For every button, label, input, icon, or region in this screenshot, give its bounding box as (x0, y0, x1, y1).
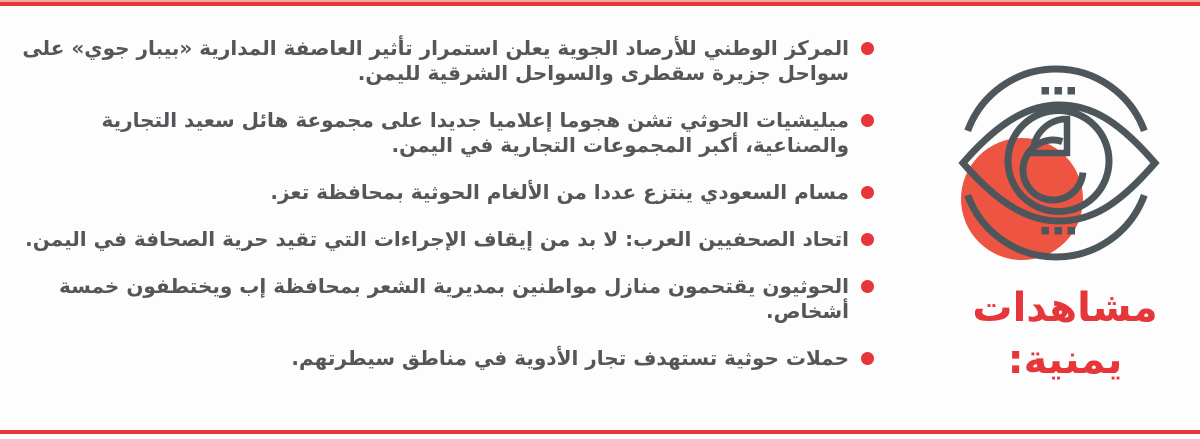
ellipsis-dots-bottom-icon (1042, 227, 1076, 235)
bullet-icon (861, 233, 874, 246)
list-item (10, 274, 874, 324)
news-item-text: الحوثيون يقتحمون منازل مواطنين بمديرية الشعر بمحافظة إب ويختطفون خمسة أشخاص. (59, 274, 849, 323)
list-item (10, 227, 874, 252)
page-title: مشاهدات يمنية: (972, 285, 1158, 383)
news-list (0, 6, 930, 430)
list-item (10, 346, 874, 371)
eye-icon-graphic (950, 38, 1180, 268)
content-area (0, 6, 1200, 430)
bullet-icon (861, 352, 874, 365)
list-item (10, 108, 874, 158)
list-item (10, 180, 874, 205)
bullet-icon (861, 42, 874, 55)
news-item-text: المركز الوطني للأرصاد الجوية يعلن استمرار تأثير العاصفة المدارية «بيبار جوي» على سواحل جزيرة سقطرى والسواحل الشرقية لليمن. (22, 36, 849, 85)
eye-icon (950, 38, 1180, 268)
list-item (10, 36, 874, 86)
news-item-text: ميليشيات الحوثي تشن هجوما إعلاميا جديدا على مجموعة هائل سعيد التجارية والصناعية، أكبر المجموعات التجارية في اليمن. (101, 108, 849, 157)
bullet-icon (861, 280, 874, 293)
sidebar (930, 6, 1200, 430)
news-item-text: مسام السعودي ينتزع عددا من الألغام الحوثية بمحافظة تعز. (270, 180, 849, 204)
bottom-border-line (0, 430, 1200, 434)
bullet-icon (861, 114, 874, 127)
bullet-icon (861, 186, 874, 199)
news-item-text: اتحاد الصحفيين العرب: لا بد من إيقاف الإجراءات التي تقيد حرية الصحافة في اليمن. (25, 227, 849, 251)
ellipsis-dots-top-icon (1042, 87, 1076, 95)
news-item-text: حملات حوثية تستهدف تجار الأدوية في مناطق سيطرتهم. (291, 346, 849, 370)
